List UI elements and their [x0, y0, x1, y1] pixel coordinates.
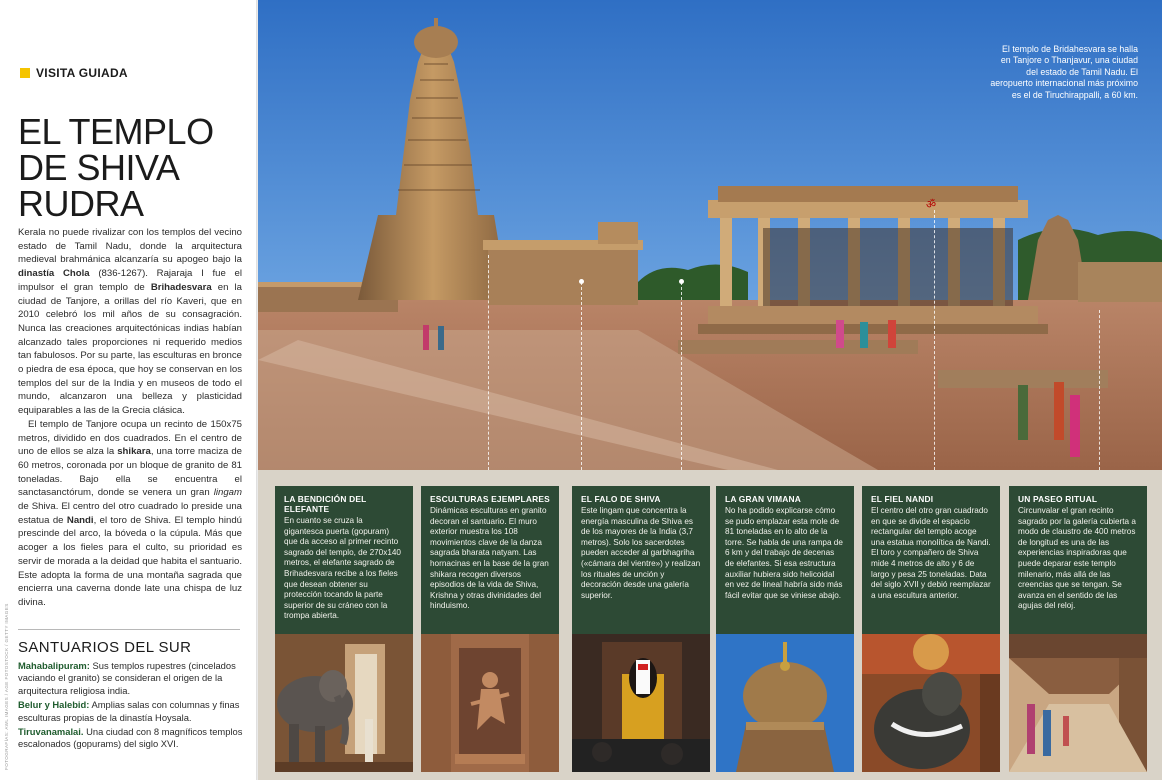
body-bold-term: shikara	[117, 446, 151, 458]
card-nandi	[862, 486, 1000, 634]
card-text: Circunvalar el gran recinto sagrado por la galería cubierta a modo de claustro de 400 metros de longitud es una de las experiencias inspiradoras que puede deparar este templo milenario, más allá de las creencias que se tengan. Se avanza en el sentido de las agujas del reloj.	[1018, 506, 1136, 611]
card-title: ESCULTURAS EJEMPLARES	[430, 494, 550, 504]
sculpture-photo	[421, 634, 559, 772]
photo-caption: El templo de Bridahesvara se halla en Tanjore o Thanjavur, una ciudad del estado de Tamil Nadu. El aeropuerto internacional más próximo es el de Tiruchirappalli, a 60 km.	[990, 44, 1138, 100]
sanctuaries-list	[18, 660, 244, 753]
card-title: UN PASEO RITUAL	[1018, 494, 1098, 504]
body-bold-term: Brihadesvara	[150, 281, 212, 293]
card-elephant	[275, 486, 413, 634]
card-vimana	[716, 486, 854, 634]
card-text: En cuanto se cruza la gigantesca puerta (gopuram) que da acceso al primer recinto sagrado del templo, de 270x140 metros, el elefante sagrado de Brihadesvara recibe a los fieles que desean obtener su protección tocando la parte superior de su cráneo con la trompa abierta.	[284, 516, 401, 621]
sanctuaries-title: SANTUARIOS DEL SUR	[18, 639, 192, 656]
cloister-photo	[1009, 634, 1147, 772]
card-sculptures	[421, 486, 559, 634]
card-ritual-walk	[1009, 486, 1147, 634]
body-bold-term: dinastía Chola	[18, 268, 90, 280]
section-marker-icon	[20, 68, 30, 78]
card-lingam	[572, 486, 710, 634]
photo-credit	[4, 603, 12, 776]
card-text: Dinámicas esculturas en granito decoran el santuario. El muro exterior muestra los 108 movimientos clave de la danza sagrada bharata natyam. Las hornacinas en la base de la gran shikara recogen diversos episodios de la vida de Shiva, Krishna y otras divinidades del hinduismo.	[430, 506, 549, 611]
card-title: LA GRAN VIMANA	[725, 494, 801, 504]
sanctuary-name: Belur y Halebid:	[18, 699, 90, 711]
body-paragraph-1	[18, 226, 242, 418]
body-text: El templo de Tanjore ocupa un recinto de 150x75 metros, dividido en dos cuadrados. En el centro de uno de ellos se alza la	[18, 418, 242, 458]
article-title	[18, 111, 248, 224]
vimana-photo	[716, 634, 854, 772]
body-text: en la ciudad de Tanjore, a orillas del río Kaveri, que en 2010 celebró los mil años de su consagración. Nunca las creaciones arquitectónicas indias habían alcanzado tales proporciones ni requerido medios tan fabulosos. Por su parte, las esculturas en bronce o piedra de esa época, que hoy se conservan en los templos del sur de la India y en museos de todo el mundo, alcanzaron una belleza y plasticidad equiparables a las de la Grecia clásica.	[18, 281, 242, 417]
list-item	[18, 660, 244, 697]
card-text: No ha podido explicarse cómo se pudo emplazar esta mole de 81 toneladas en lo alto de la torre. Se habla de una rampa de 6 km y del trabajo de decenas de elefantes. Si esa estructura auxiliar hubiera sido helicoidal en vez de lineal habría sido más fácil evitar que se viniese abajo.	[725, 506, 843, 600]
body-paragraph-2	[18, 418, 242, 610]
body-text: , una torre maciza de 60 metros, coronada por un bloque de granito de 81 toneladas. Bajo ella se encuentra el sanctasanctórum, donde se venera un gran	[18, 446, 242, 499]
leader-line	[488, 255, 490, 470]
card-title: EL FIEL NANDI	[871, 494, 934, 504]
leader-line	[934, 210, 936, 470]
sanctuary-text: Sus templos rupestres (cincelados vaciando el granito) se consideran el origen de la arquitectura religiosa india.	[18, 660, 236, 696]
card-title: EL FALO DE SHIVA	[581, 494, 661, 504]
section-label-text: VISITA GUIADA	[36, 66, 128, 80]
elephant-photo	[275, 634, 413, 772]
body-text: (836-1267). Rajaraja I fue el impulsor el gran templo de	[18, 268, 242, 293]
body-italic-term: lingam	[213, 487, 242, 499]
photo-credit-text: FOTOGRAFÍAS: AWL IMAGES / AGE FOTOSTOCK / GETTY IMAGES	[4, 603, 9, 770]
title-line-1: EL TEMPLO	[18, 111, 214, 152]
text-column	[0, 0, 256, 780]
mandapa-sign: ॐ	[926, 198, 937, 211]
list-item	[18, 726, 244, 751]
section-label	[20, 66, 128, 80]
card-text: Este lingam que concentra la energía masculina de Shiva es de los mayores de la India (3,7 metros). Solo los sacerdotes pueden acceder al garbhagriha («cámara del vientre») y realizan los rituales de unción y decoración desde una galería superior.	[581, 506, 701, 600]
body-bold-term: Nandi	[66, 514, 94, 526]
divider	[18, 629, 240, 630]
lingam-photo	[572, 634, 710, 772]
body-text: , el toro de Shiva. El templo hindú prescinde del arco, la bóveda o la cúpula. Más que acoger a los fieles para el culto, su prioridad es servir de morada a la deidad que habita el santuario. Este adopta la forma de una montaña sagrada que encierra una caverna donde late una chispa de luz divina.	[18, 514, 242, 608]
sanctuary-text: Una ciudad con 8 magníficos templos escalonados (gopurams) del siglo XVI.	[18, 726, 243, 750]
list-item	[18, 699, 244, 724]
title-line-3: RUDRA	[18, 183, 144, 224]
nandi-photo	[862, 634, 1000, 772]
sanctuary-text: Amplias salas con columnas y finas esculturas propias de la dinastía Hoysala.	[18, 699, 240, 723]
body-text: de Shiva. El centro del otro cuadrado lo preside una estatua de	[18, 501, 242, 526]
card-text: El centro del otro gran cuadrado en que se divide el espacio rectangular del templo acoge una estatua monolítica de Nandi. El toro y compañero de Shiva mide 4 metros de alto y 6 de largo y pesa 25 toneladas. Data del siglo XVII y debió reemplazar a una escultura anterior.	[871, 506, 991, 600]
article-body	[18, 226, 242, 610]
card-title: LA BENDICIÓN DEL ELEFANTE	[284, 494, 367, 514]
title-line-2: DE SHIVA	[18, 147, 180, 188]
leader-line	[681, 282, 683, 470]
leader-line	[581, 282, 583, 470]
body-text: Kerala no puede rivalizar con los templos del vecino estado de Tamil Nadu, donde la arquitectura medieval brahmánica alcanzaría su apogeo bajo la	[18, 227, 242, 266]
leader-line	[1099, 310, 1101, 470]
sanctuary-name: Tiruvanamalai.	[18, 726, 84, 738]
sanctuary-name: Mahabalipuram:	[18, 660, 90, 671]
